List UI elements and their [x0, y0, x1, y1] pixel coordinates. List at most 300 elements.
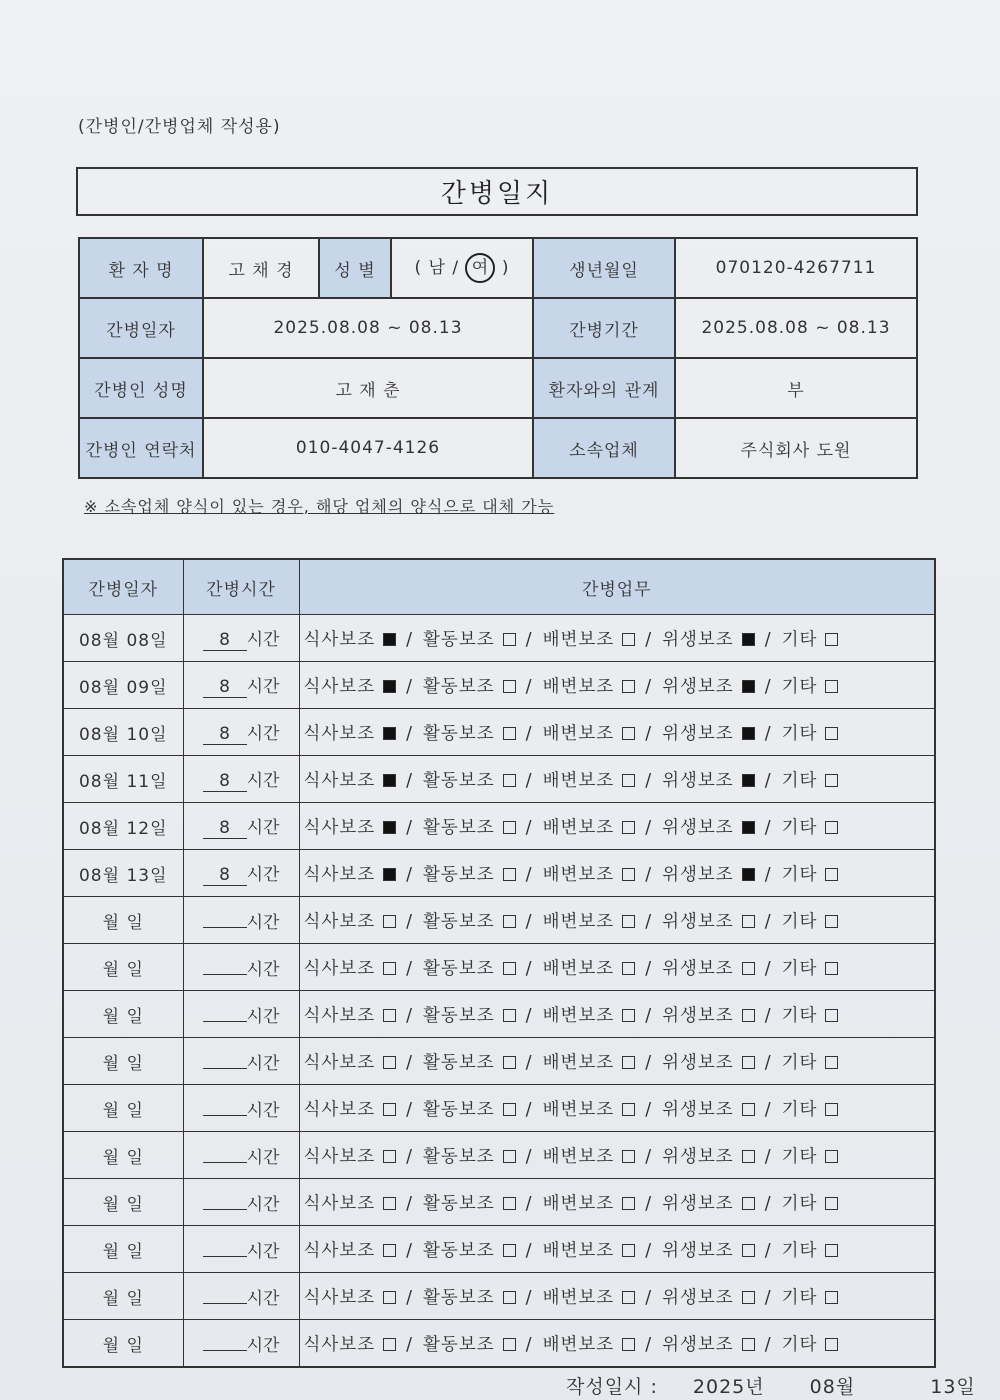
row-hours: [183, 803, 299, 850]
checkbox-empty[interactable]: [622, 1197, 635, 1210]
row-hours: [183, 1132, 299, 1179]
checkbox-empty[interactable]: [825, 1338, 838, 1351]
table-row: [63, 709, 935, 756]
hours-suffix: 시간: [246, 1241, 280, 1262]
checkbox-checked[interactable]: [383, 633, 396, 646]
written-date-day: 13일: [930, 1376, 976, 1398]
task-label: 기타: [781, 1240, 818, 1261]
task-label: 활동보조: [423, 629, 495, 650]
task-label: 식사보조: [303, 911, 376, 932]
checkbox-empty[interactable]: [622, 1103, 635, 1116]
care-dates-value: 2025.08.08 ~ 08.13: [203, 298, 533, 358]
task-label: 활동보조: [423, 1334, 495, 1355]
table-row: [63, 1226, 935, 1273]
checkbox-empty[interactable]: [503, 1056, 516, 1069]
hours-value: 8: [203, 818, 247, 839]
task-separator: /: [645, 958, 653, 979]
task-label: 위생보조: [662, 1052, 734, 1073]
checkbox-empty[interactable]: [622, 821, 635, 834]
table-row: [63, 662, 935, 709]
task-separator: /: [406, 864, 414, 885]
row-hours: [183, 991, 299, 1038]
task-label: 활동보조: [423, 958, 495, 979]
checkbox-empty[interactable]: [622, 727, 635, 740]
task-separator: /: [525, 1287, 533, 1308]
checkbox-checked[interactable]: [742, 727, 755, 740]
hours-suffix: 시간: [246, 1335, 280, 1356]
task-label: 위생보조: [662, 864, 734, 885]
checkbox-empty[interactable]: [622, 1056, 635, 1069]
task-label: 기타: [781, 1052, 818, 1073]
hours-value: 8: [203, 865, 247, 886]
checkbox-empty[interactable]: [383, 1009, 396, 1022]
written-date-month: 08월: [809, 1376, 856, 1398]
row-tasks: [299, 756, 935, 803]
task-separator: /: [525, 770, 533, 791]
checkbox-empty[interactable]: [742, 1150, 755, 1163]
task-label: 배변보조: [542, 1334, 615, 1355]
table-row: [63, 1132, 935, 1179]
checkbox-empty[interactable]: [622, 868, 635, 881]
checkbox-empty[interactable]: [503, 962, 516, 975]
row-date: 08월 10일: [63, 709, 183, 756]
checkbox-empty[interactable]: [742, 1056, 755, 1069]
caregiver-name-value: 고 재 춘: [203, 358, 533, 418]
task-separator: /: [645, 911, 653, 932]
task-separator: /: [645, 817, 653, 838]
gender-option-female-circled: 여: [465, 253, 495, 283]
checkbox-empty[interactable]: [825, 821, 838, 834]
checkbox-empty[interactable]: [503, 680, 516, 693]
task-label: 활동보조: [423, 1240, 495, 1261]
task-separator: /: [525, 1052, 533, 1073]
patient-name-value: 고 채 경: [203, 238, 319, 298]
task-label: 활동보조: [423, 817, 495, 838]
task-separator: /: [764, 911, 772, 932]
table-row: [63, 1038, 935, 1085]
checkbox-empty[interactable]: [742, 962, 755, 975]
task-label: 배변보조: [542, 1146, 615, 1167]
hours-value: [203, 1162, 247, 1163]
task-separator: /: [645, 1334, 653, 1355]
task-label: 위생보조: [662, 723, 734, 744]
company-label: 소속업체: [533, 418, 675, 478]
task-label: 배변보조: [542, 676, 615, 697]
patient-info-table: [78, 237, 918, 479]
task-label: 위생보조: [662, 1005, 734, 1026]
task-label: 활동보조: [423, 1005, 495, 1026]
task-label: 식사보조: [303, 723, 376, 744]
checkbox-checked[interactable]: [742, 633, 755, 646]
task-label: 배변보조: [542, 911, 615, 932]
checkbox-checked[interactable]: [383, 821, 396, 834]
checkbox-checked[interactable]: [742, 774, 755, 787]
checkbox-empty[interactable]: [825, 774, 838, 787]
care-period-label: 간병기간: [533, 298, 675, 358]
row-hours: [183, 1226, 299, 1273]
relation-label: 환자와의 관계: [533, 358, 675, 418]
task-separator: /: [645, 629, 653, 650]
task-separator: /: [645, 1005, 653, 1026]
hours-suffix: 시간: [246, 724, 280, 744]
checkbox-empty[interactable]: [825, 727, 838, 740]
checkbox-empty[interactable]: [622, 1338, 635, 1351]
checkbox-checked[interactable]: [742, 821, 755, 834]
hours-suffix: 시간: [246, 1100, 280, 1121]
task-separator: /: [525, 723, 533, 744]
task-separator: /: [525, 817, 533, 838]
row-date: 월 일: [63, 991, 183, 1038]
checkbox-empty[interactable]: [503, 915, 516, 928]
hours-suffix: 시간: [246, 1053, 280, 1074]
hours-value: [203, 1021, 247, 1022]
row-hours: [183, 709, 299, 756]
hours-suffix: 시간: [246, 771, 280, 791]
row-date: 08월 09일: [63, 662, 183, 709]
checkbox-empty[interactable]: [383, 1056, 396, 1069]
task-label: 식사보조: [303, 1146, 376, 1167]
checkbox-empty[interactable]: [383, 1338, 396, 1351]
row-tasks: [299, 1038, 935, 1085]
task-separator: /: [406, 1193, 414, 1214]
task-separator: /: [406, 723, 414, 744]
task-label: 활동보조: [423, 864, 495, 885]
task-separator: /: [406, 676, 414, 697]
header-care-tasks: 간병업무: [299, 559, 935, 615]
task-label: 기타: [781, 911, 818, 932]
written-date-year: 2025년: [692, 1376, 765, 1398]
hours-value: [203, 974, 247, 975]
row-hours: [183, 1179, 299, 1226]
task-label: 식사보조: [303, 1099, 376, 1120]
row-tasks: [299, 944, 935, 991]
row-hours: [183, 662, 299, 709]
row-date: 월 일: [63, 1226, 183, 1273]
task-separator: /: [406, 958, 414, 979]
row-date: 08월 12일: [63, 803, 183, 850]
hours-suffix: 시간: [246, 1288, 280, 1309]
task-separator: /: [645, 1240, 653, 1261]
hours-value: [203, 1115, 247, 1116]
hours-value: 8: [203, 771, 247, 792]
form-usage-note: (간병인/간병업체 작성용): [78, 117, 281, 137]
checkbox-empty[interactable]: [622, 1009, 635, 1022]
task-separator: /: [645, 1287, 653, 1308]
birth-value: 070120-4267711: [675, 238, 917, 298]
task-label: 기타: [781, 864, 818, 885]
checkbox-empty[interactable]: [825, 962, 838, 975]
checkbox-empty[interactable]: [503, 1244, 516, 1257]
checkbox-empty[interactable]: [742, 915, 755, 928]
row-tasks: [299, 1273, 935, 1320]
gender-option-male: ( 남 /: [414, 258, 460, 278]
checkbox-checked[interactable]: [383, 727, 396, 740]
hours-value: [203, 1256, 247, 1257]
row-date: 월 일: [63, 1038, 183, 1085]
task-label: 위생보조: [662, 911, 734, 932]
task-separator: /: [764, 1005, 772, 1026]
table-row: [63, 756, 935, 803]
task-label: 식사보조: [303, 1193, 376, 1214]
task-label: 위생보조: [662, 817, 734, 838]
task-separator: /: [764, 676, 772, 697]
checkbox-empty[interactable]: [825, 1103, 838, 1116]
table-row: [63, 991, 935, 1038]
row-date: 월 일: [63, 944, 183, 991]
checkbox-checked[interactable]: [742, 868, 755, 881]
task-separator: /: [764, 817, 772, 838]
table-row: [63, 1085, 935, 1132]
checkbox-empty[interactable]: [742, 1103, 755, 1116]
task-separator: /: [406, 629, 414, 650]
task-label: 식사보조: [303, 958, 376, 979]
task-label: 배변보조: [542, 864, 615, 885]
task-label: 기타: [781, 1193, 818, 1214]
header-care-date: 간병일자: [63, 559, 183, 615]
task-label: 기타: [781, 1334, 818, 1355]
table-row: [63, 850, 935, 897]
hours-suffix: 시간: [246, 1006, 280, 1027]
task-separator: /: [764, 1099, 772, 1120]
hours-suffix: 시간: [246, 1194, 280, 1215]
checkbox-empty[interactable]: [825, 680, 838, 693]
checkbox-empty[interactable]: [622, 915, 635, 928]
checkbox-empty[interactable]: [622, 1244, 635, 1257]
checkbox-checked[interactable]: [383, 868, 396, 881]
row-hours: [183, 897, 299, 944]
hours-suffix: 시간: [246, 630, 280, 650]
task-label: 위생보조: [662, 1287, 734, 1308]
row-hours: [183, 1273, 299, 1320]
task-label: 배변보조: [542, 1193, 615, 1214]
task-label: 배변보조: [542, 723, 615, 744]
task-separator: /: [764, 864, 772, 885]
checkbox-empty[interactable]: [503, 774, 516, 787]
task-label: 위생보조: [662, 1146, 734, 1167]
checkbox-empty[interactable]: [503, 1103, 516, 1116]
task-separator: /: [645, 864, 653, 885]
hours-value: [203, 1303, 247, 1304]
hours-value: [203, 1209, 247, 1210]
checkbox-empty[interactable]: [622, 1150, 635, 1163]
gender-label: 성 별: [319, 238, 391, 298]
task-separator: /: [764, 1146, 772, 1167]
task-separator: /: [406, 911, 414, 932]
checkbox-empty[interactable]: [742, 1291, 755, 1304]
checkbox-empty[interactable]: [825, 1244, 838, 1257]
table-row: [63, 944, 935, 991]
row-tasks: [299, 897, 935, 944]
row-date: 08월 11일: [63, 756, 183, 803]
task-separator: /: [406, 1052, 414, 1073]
checkbox-empty[interactable]: [383, 1150, 396, 1163]
task-label: 활동보조: [423, 911, 495, 932]
task-label: 식사보조: [303, 629, 376, 650]
form-substitution-footnote: ※ 소속업체 양식이 있는 경우, 해당 업체의 양식으로 대체 가능: [84, 497, 555, 516]
task-separator: /: [764, 1287, 772, 1308]
checkbox-empty[interactable]: [825, 1056, 838, 1069]
task-separator: /: [764, 1193, 772, 1214]
table-row: [63, 1320, 935, 1368]
task-label: 기타: [781, 676, 818, 697]
checkbox-empty[interactable]: [383, 962, 396, 975]
task-separator: /: [406, 1287, 414, 1308]
task-separator: /: [764, 958, 772, 979]
checkbox-empty[interactable]: [825, 1291, 838, 1304]
row-hours: [183, 944, 299, 991]
birth-label: 생년월일: [533, 238, 675, 298]
task-label: 배변보조: [542, 817, 615, 838]
task-label: 위생보조: [662, 1334, 734, 1355]
checkbox-empty[interactable]: [503, 633, 516, 646]
task-label: 배변보조: [542, 1287, 615, 1308]
task-separator: /: [764, 723, 772, 744]
checkbox-empty[interactable]: [622, 962, 635, 975]
task-label: 기타: [781, 629, 818, 650]
table-row: [63, 897, 935, 944]
task-separator: /: [645, 1099, 653, 1120]
checkbox-empty[interactable]: [503, 727, 516, 740]
task-separator: /: [525, 1146, 533, 1167]
row-hours: [183, 756, 299, 803]
task-separator: /: [525, 1334, 533, 1355]
task-separator: /: [645, 1193, 653, 1214]
table-row: [63, 1179, 935, 1226]
task-separator: /: [645, 770, 653, 791]
row-tasks: [299, 1320, 935, 1368]
checkbox-empty[interactable]: [742, 1009, 755, 1022]
row-tasks: [299, 662, 935, 709]
task-label: 활동보조: [423, 676, 495, 697]
task-label: 배변보조: [542, 770, 615, 791]
checkbox-empty[interactable]: [383, 1103, 396, 1116]
hours-suffix: 시간: [246, 1147, 280, 1168]
task-label: 식사보조: [303, 1287, 376, 1308]
checkbox-empty[interactable]: [503, 1150, 516, 1163]
task-label: 기타: [781, 1146, 818, 1167]
task-separator: /: [406, 770, 414, 791]
checkbox-empty[interactable]: [622, 1291, 635, 1304]
task-separator: /: [406, 1240, 414, 1261]
checkbox-checked[interactable]: [383, 774, 396, 787]
row-hours: [183, 1038, 299, 1085]
task-separator: /: [764, 1052, 772, 1073]
table-row: [63, 803, 935, 850]
row-tasks: [299, 850, 935, 897]
task-label: 기타: [781, 1005, 818, 1026]
checkbox-empty[interactable]: [383, 1197, 396, 1210]
hours-value: [203, 927, 247, 928]
task-separator: /: [645, 723, 653, 744]
hours-value: 8: [203, 677, 247, 698]
row-hours: [183, 615, 299, 662]
row-hours: [183, 1320, 299, 1368]
task-label: 식사보조: [303, 1005, 376, 1026]
row-date: 월 일: [63, 897, 183, 944]
checkbox-empty[interactable]: [825, 1009, 838, 1022]
checkbox-empty[interactable]: [383, 1291, 396, 1304]
hours-value: 8: [203, 630, 247, 651]
task-separator: /: [525, 629, 533, 650]
care-dates-label: 간병일자: [79, 298, 203, 358]
patient-name-label: 환 자 명: [79, 238, 203, 298]
checkbox-empty[interactable]: [825, 633, 838, 646]
task-label: 기타: [781, 817, 818, 838]
checkbox-empty[interactable]: [825, 915, 838, 928]
checkbox-empty[interactable]: [825, 868, 838, 881]
task-separator: /: [525, 1240, 533, 1261]
task-label: 위생보조: [662, 1193, 734, 1214]
task-separator: /: [525, 864, 533, 885]
task-label: 위생보조: [662, 629, 734, 650]
checkbox-empty[interactable]: [622, 774, 635, 787]
table-row: [63, 1273, 935, 1320]
task-label: 배변보조: [542, 958, 615, 979]
task-label: 기타: [781, 1287, 818, 1308]
checkbox-empty[interactable]: [622, 633, 635, 646]
hours-value: [203, 1350, 247, 1351]
task-separator: /: [525, 1099, 533, 1120]
task-separator: /: [406, 1146, 414, 1167]
task-label: 위생보조: [662, 1099, 734, 1120]
row-tasks: [299, 1132, 935, 1179]
task-label: 기타: [781, 770, 818, 791]
company-value: 주식회사 도원: [675, 418, 917, 478]
checkbox-empty[interactable]: [825, 1197, 838, 1210]
task-separator: /: [406, 1005, 414, 1026]
task-label: 위생보조: [662, 676, 734, 697]
task-label: 배변보조: [542, 1099, 615, 1120]
hours-value: [203, 1068, 247, 1069]
task-separator: /: [764, 1240, 772, 1261]
task-label: 활동보조: [423, 1193, 495, 1214]
task-separator: /: [406, 1099, 414, 1120]
checkbox-checked[interactable]: [742, 680, 755, 693]
checkbox-empty[interactable]: [742, 1244, 755, 1257]
checkbox-empty[interactable]: [503, 1009, 516, 1022]
task-separator: /: [645, 1052, 653, 1073]
task-label: 위생보조: [662, 770, 734, 791]
checkbox-empty[interactable]: [503, 1291, 516, 1304]
checkbox-empty[interactable]: [383, 915, 396, 928]
checkbox-empty[interactable]: [825, 1150, 838, 1163]
task-label: 활동보조: [423, 770, 495, 791]
checkbox-empty[interactable]: [503, 821, 516, 834]
checkbox-empty[interactable]: [383, 1244, 396, 1257]
row-date: 월 일: [63, 1085, 183, 1132]
row-tasks: [299, 1179, 935, 1226]
care-log-rows: [63, 615, 935, 1368]
row-date: 08월 13일: [63, 850, 183, 897]
checkbox-empty[interactable]: [503, 868, 516, 881]
task-label: 기타: [781, 723, 818, 744]
row-date: 08월 08일: [63, 615, 183, 662]
task-label: 위생보조: [662, 1240, 734, 1261]
checkbox-empty[interactable]: [742, 1197, 755, 1210]
checkbox-empty[interactable]: [742, 1338, 755, 1351]
task-label: 기타: [781, 1099, 818, 1120]
checkbox-empty[interactable]: [622, 680, 635, 693]
task-label: 식사보조: [303, 1240, 376, 1261]
table-row: [63, 615, 935, 662]
row-tasks: [299, 803, 935, 850]
checkbox-empty[interactable]: [503, 1338, 516, 1351]
task-label: 식사보조: [303, 864, 376, 885]
written-date: [566, 1372, 976, 1399]
checkbox-checked[interactable]: [383, 680, 396, 693]
gender-close-paren: ): [501, 258, 510, 278]
checkbox-empty[interactable]: [503, 1197, 516, 1210]
